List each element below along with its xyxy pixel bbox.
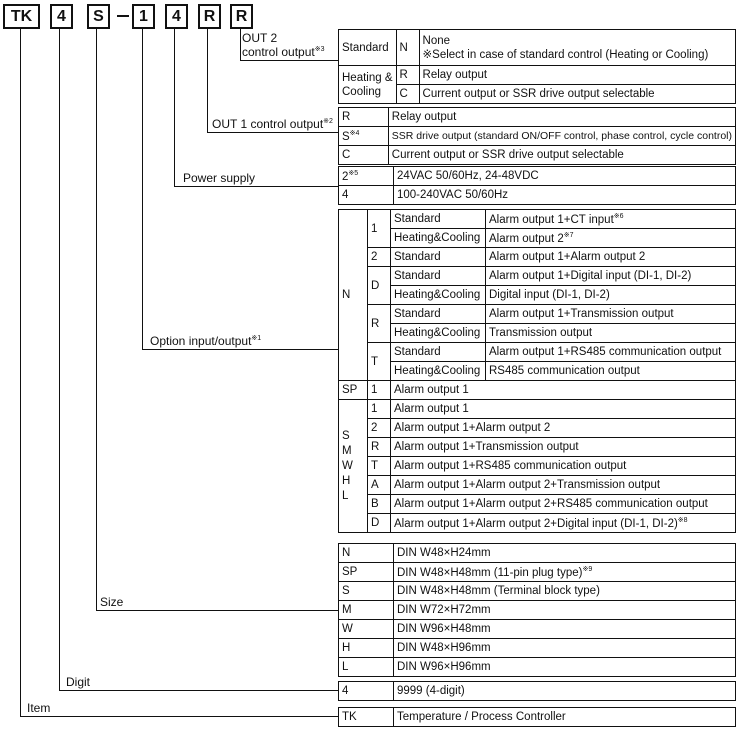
size-key: W [339,620,394,639]
out2-key-n: N [396,30,419,66]
code-char-digit: 4 [50,4,73,29]
out2-value-c: Current output or SSR drive output selectable [419,85,735,104]
option-key: D [368,514,391,533]
code-char-out2: R [230,4,253,29]
leader-option-h [142,349,338,350]
leader-out2-v [240,29,241,60]
power-value-4: 100-240VAC 50/60Hz [394,186,736,205]
code-char-tk: TK [3,4,40,29]
leader-out1-h [207,132,338,133]
option-value: Alarm output 1+CT input$^{※6}$ [486,210,736,229]
size-key: M [339,601,394,620]
option-value: Alarm output 1+RS485 communication output [391,457,736,476]
label-out1: OUT 1 control output$^{※2}$ [212,117,333,131]
option-type: Standard [391,343,486,362]
size-key: N [339,544,394,563]
size-value: DIN W72×H72mm [394,601,736,620]
out1-table [338,107,736,165]
label-item: Item [27,701,51,715]
code-char-out1: R [198,4,221,29]
option-value: Alarm output 1+Alarm output 2+RS485 communication output [391,495,736,514]
label-power: Power supply [183,171,256,185]
out1-value-c: Current output or SSR drive output selectable [388,146,735,165]
option-type: Heating&Cooling [391,324,486,343]
digit-table [338,681,736,701]
option-value: Digital input (DI-1, DI-2) [486,286,736,305]
size-key: S [339,582,394,601]
option-value: Alarm output 1+Alarm output 2 [486,248,736,267]
option-value: Alarm output 1+Transmission output [486,305,736,324]
size-value: DIN W48×H48mm (Terminal block type) [394,582,736,601]
option-type: Standard [391,267,486,286]
code-dash [117,15,129,17]
out2-value-n: None ※Select in case of standard control (Heating or Cooling) [419,30,735,66]
label-digit: Digit [66,675,91,689]
leader-option-v [142,29,143,349]
option-key: 1 [368,210,391,248]
option-sp: SP [339,381,368,400]
option-key: R [368,438,391,457]
out1-key-c: C [339,146,389,165]
option-type: Heating&Cooling [391,286,486,305]
digit-key: 4 [339,682,394,701]
option-value: RS485 communication output [486,362,736,381]
option-value: Transmission output [486,324,736,343]
leader-digit-v [59,29,60,690]
option-value: Alarm output 1+Digital input (DI-1, DI-2) [486,267,736,286]
size-key: SP [339,563,394,582]
label-out2-line2: control output$^{※3}$ [242,45,325,59]
option-type: Standard [391,248,486,267]
size-value: DIN W96×H48mm [394,620,736,639]
size-key: H [339,639,394,658]
digit-value: 9999 (4-digit) [394,682,736,701]
size-value: DIN W96×H96mm [394,658,736,677]
leader-out2-h [240,60,338,61]
option-value: Alarm output 1+RS485 communication output [486,343,736,362]
out2-value-r: Relay output [419,66,735,85]
out2-key-r: R [396,66,419,85]
option-key: T [368,343,391,381]
option-key: B [368,495,391,514]
leader-power-v [174,29,175,186]
item-value: Temperature / Process Controller [394,708,736,727]
power-key-2: 2$^{※5}$ [339,167,394,186]
option-key: R [368,305,391,343]
option-type: Standard [391,305,486,324]
option-n: N [339,210,368,381]
power-value-2: 24VAC 50/60Hz, 24-48VDC [394,167,736,186]
leader-item-v [20,29,21,716]
code-char-option: 1 [132,4,155,29]
out2-key-c: C [396,85,419,104]
out1-key-s: $S^{※4}$ [339,127,389,146]
option-key: A [368,476,391,495]
option-value: Alarm output 1+Alarm output 2+Transmission output [391,476,736,495]
size-value: DIN W48×H96mm [394,639,736,658]
label-out2: OUT 2 [242,31,278,45]
leader-size-h [96,610,338,611]
option-key: T [368,457,391,476]
out1-value-r: Relay output [388,108,735,127]
out1-value-s: SSR drive output (standard ON/OFF control, phase control, cycle control) [388,127,735,146]
option-key: 2 [368,248,391,267]
size-value: DIN W48×H48mm (11-pin plug type)$^{※9}$ [394,563,736,582]
option-value: Alarm output 1 [391,400,736,419]
option-key: 1 [368,381,391,400]
option-type: Heating&Cooling [391,362,486,381]
item-table [338,707,736,727]
out2-heating-cooling: Heating & Cooling [339,66,397,104]
leader-power-h [174,186,338,187]
out1-key-r: R [339,108,389,127]
power-table [338,166,736,205]
option-key: 2 [368,419,391,438]
option-type: Heating&Cooling [391,229,486,248]
code-char-power: 4 [165,4,188,29]
option-smwhl: S M W H L [339,400,368,533]
option-key: 1 [368,400,391,419]
option-key: D [368,267,391,305]
option-value: Alarm output 1+Transmission output [391,438,736,457]
code-char-size: S [87,4,110,29]
item-key: TK [339,708,394,727]
power-key-4: 4 [339,186,394,205]
leader-size-v [96,29,97,610]
option-value: Alarm output 2$^{※7}$ [486,229,736,248]
option-type: Standard [391,210,486,229]
leader-item-h [20,716,338,717]
leader-digit-h [59,690,338,691]
size-value: DIN W48×H24mm [394,544,736,563]
option-value: Alarm output 1 [391,381,736,400]
leader-out1-v [207,29,208,132]
size-key: L [339,658,394,677]
option-value: Alarm output 1+Alarm output 2 [391,419,736,438]
size-table [338,543,736,677]
label-size: Size [100,595,124,609]
label-option: Option input/output$^{※1}$ [150,334,262,348]
option-table [338,209,736,533]
out2-table [338,29,736,104]
out2-standard: Standard [339,30,397,66]
option-value: Alarm output 1+Alarm output 2+Digital input (DI-1, DI-2)$^{※8}$ [391,514,736,533]
